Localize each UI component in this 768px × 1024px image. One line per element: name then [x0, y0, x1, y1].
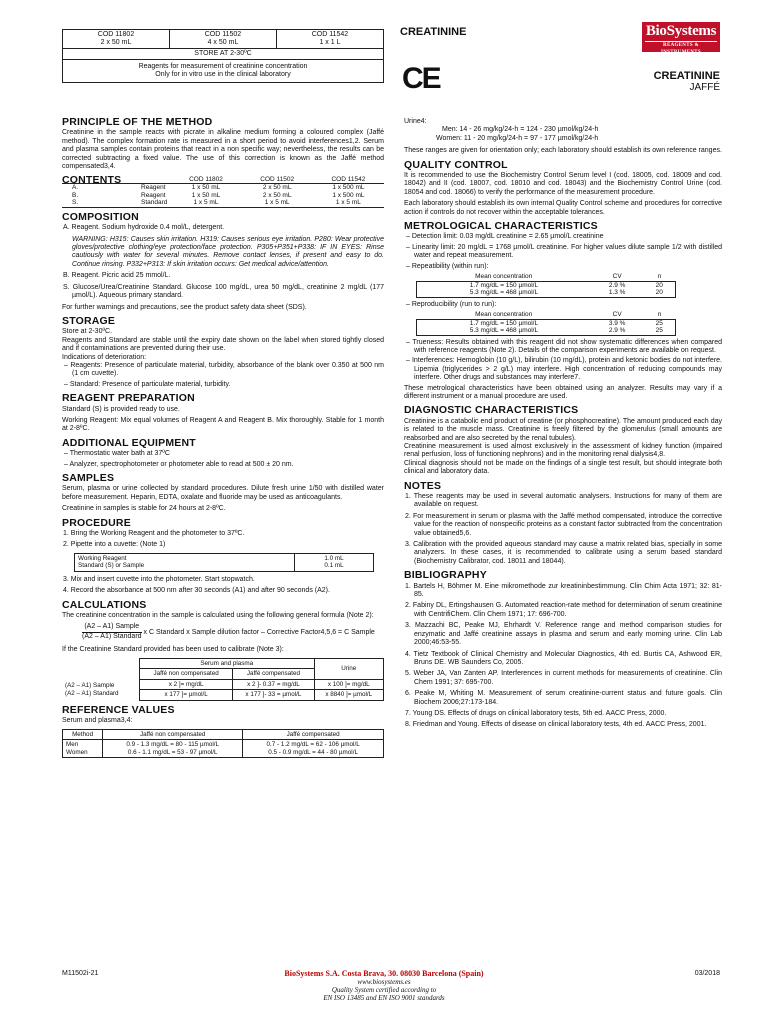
rep-cell: 2.9 % — [608, 327, 626, 334]
rep-cell: 2.9 % — [608, 281, 626, 289]
contents-cell: 1 x 5 mL — [264, 199, 290, 207]
section-heading: NOTES — [404, 479, 442, 492]
product-title — [654, 70, 720, 94]
contents-col: COD 11802 — [189, 175, 223, 183]
ref-comp — [243, 740, 384, 758]
note-1: 1. These reagents may be used in several automatic analysers. Instructions for many of them are available on request. — [405, 493, 722, 509]
metro-d3: – Repeatibility (within run): — [406, 262, 489, 270]
code-cell — [169, 30, 276, 49]
section-heading: DIAGNOSTIC CHARACTERISTICS — [404, 404, 579, 417]
proc-s1: 1. Bring the Working Reagent and the photometer to 37ºC. — [63, 530, 245, 538]
doc-title: CREATININE — [400, 26, 467, 38]
ref-urine-women: Women: 11 - 20 mg/kg/24-h = 97 - 177 µmol/kg/24-h — [436, 134, 599, 142]
store-cell: STORE AT 2-30ºC — [63, 49, 384, 60]
composition-more: For further warnings and precautions, see the product safety data sheet (SDS). — [62, 303, 307, 311]
section-heading: REFERENCE VALUES — [62, 703, 175, 716]
storage-l2: Reagents and Standard are stable until the expiry date shown on the label when stored tightly closed and if contaminations are prevented during their use. — [62, 336, 384, 353]
equip-d1: – Thermostatic water bath at 37ºC — [64, 450, 170, 458]
storage-l1: Store at 2-30ºC. — [62, 328, 113, 336]
composition-s: S. Glucose/Urea/Creatinine Standard. Glucose 100 mg/dL, urea 50 mg/dL, creatinine 2 mg/dL (177 µmol/L). Aqueous primary standard. — [63, 283, 384, 300]
rep-th: n — [657, 311, 662, 318]
right-column — [404, 118, 722, 733]
bib-item: 8. Friedman and Young. Effects of disease on clinical laboratory tests, 4th ed. AACC Press, 2001. — [405, 721, 707, 729]
proc-s4: 4. Record the absorbance at 500 nm after 30 seconds (A1) and after 90 seconds (A2). — [63, 587, 330, 595]
calc-th: Urine — [314, 658, 383, 679]
composition-a: A. Reagent. Sodium hydroxide 0.4 mol/L, detergent. — [63, 224, 225, 232]
calc-cell: x 2 ]- 0.37 = mg/dL — [233, 679, 314, 690]
storage-l3: Indications of deterioration: — [62, 353, 147, 361]
contents-cell: 2 x 50 mL — [262, 191, 292, 199]
ref-r1a: 0.9 - 1.3 mg/dL = 80 - 115 µmol/L — [126, 741, 220, 748]
storage-d2: – Standard: Presence of particulate material, turbidity. — [64, 380, 231, 388]
use-cell — [63, 60, 384, 83]
ref-urine: Urine4: — [404, 118, 427, 125]
ref-r2b: 0.5 - 0.9 mg/dL = 44 - 80 µmol/L — [268, 748, 358, 756]
section-heading: PRINCIPLE OF THE METHOD — [62, 116, 213, 128]
pack-11502: 4 x 50 mL — [207, 39, 239, 46]
ref-men: Men — [66, 741, 79, 748]
ref-note: These ranges are given for orientation only; each laboratory should establish its own reference ranges. — [404, 147, 722, 155]
use-line-1: Reagents for measurement of creatinine concentration — [138, 63, 308, 70]
contents-cell: 1 x 50 mL — [191, 184, 221, 192]
formula-top: (A2 – A1) Sample — [82, 623, 142, 632]
equip-d2: – Analyzer, spectrophotometer or photometer able to read at 500 ± 20 nm. — [64, 460, 294, 468]
code-11542: COD 11542 — [311, 31, 349, 38]
logo-sub: REAGENTS & INSTRUMENTS — [645, 41, 717, 56]
rep-cell: 1.3 % — [608, 289, 626, 297]
contents-cell: 2 x 50 mL — [262, 184, 292, 192]
ref-women: Women — [66, 748, 88, 756]
code-11802: COD 11802 — [97, 31, 135, 38]
diag-l2: Creatinine measurement is used almost exclusively in the assessment of kidney function (impaired renal perfusion, loss of functioning nephrons) and in the monitoring renal dialysis4,8. — [404, 442, 722, 459]
calc-r2: (A2 – A1) Standard — [65, 689, 119, 697]
principle-text: Creatinine in the sample reacts with picrate in alkaline medium forming a coloured complex (Jaffé method). The complex formation rate is measured in a short period to avoid interferences1,2. Serum and plasma samples contain proteins that react in a non specific way; nevertheless, the results can be corrected subtracting a fixed value. The use of this correction is known as the Jaffé method compensated3,4. — [62, 129, 384, 171]
footer-date: 03/2018 — [694, 970, 720, 977]
prep-l1: Standard (S) is provided ready to use. — [62, 405, 180, 413]
repeatability-table — [416, 273, 676, 298]
contents-name: Reagent — [141, 184, 166, 192]
product-name: CREATININE — [653, 70, 720, 82]
contents-cell: 1 x 5 mL — [193, 199, 219, 207]
logo-main: BioSystems — [645, 23, 717, 39]
section-heading: CONTENTS — [62, 174, 122, 187]
pack-11542: 1 x 1 L — [319, 39, 341, 46]
calc-cell: x 8840 ]= µmol/L — [314, 690, 383, 701]
section-heading: QUALITY CONTROL — [404, 158, 508, 171]
calc-th: Jaffé non compensated — [139, 669, 232, 680]
section-heading: REAGENT PREPARATION — [62, 392, 195, 405]
rep-th: Mean concentration — [475, 311, 533, 318]
section-heading: CALCULATIONS — [62, 598, 147, 611]
bib-item: 7. Young DS. Effects of drugs on clinical laboratory tests, 5th ed. AACC Press, 2000. — [405, 709, 667, 717]
ref-r1b: 0.7 - 1.2 mg/dL = 62 - 106 µmol/L — [266, 741, 360, 748]
diag-l1: Creatinine is a catabolic end product of creatine (or phosphocreatine). The amount produced each day is related to the muscle mass. Creatinine is freely filtered by the glomerulus (small amounts are reabsorbed and are also secreted by the renal tubules). — [404, 417, 722, 442]
pipette-r1v: 1.0 mL — [324, 554, 344, 562]
pipette-values — [295, 553, 374, 571]
pipette-table — [74, 553, 374, 572]
ref-urine-men: Men: 14 - 26 mg/kg/24-h = 124 - 230 µmol/kg/24-h — [442, 126, 599, 134]
ref-th: Jaffé non compensated — [103, 729, 243, 740]
calc-table — [62, 658, 384, 701]
formula-bottom: (A2 – A1) Standard — [82, 632, 142, 640]
ref-noncomp — [103, 740, 243, 758]
code-cell — [63, 30, 170, 49]
note-2: 2. For measurement in serum or plasma with the Jaffé method compensated, introduce the corrective value for the reaction of nonspecific proteins as a constant factor subtracted from the concentration value obtained5,6. — [405, 512, 722, 537]
storage-d1: – Reagents: Presence of particulate material, turbidity, absorbance of the blank over 0.350 at 500 nm (1 cm cuvette). — [64, 361, 384, 378]
calc-cell: x 2 ]= mg/dL — [139, 679, 232, 690]
composition-warning: WARNING: H315: Causes skin irritation. H319: Causes serious eye irritation. P280: Wear protective gloves/protective clothing/eye protection/face protection. P305+P351+P338: IF IN EYES: Rinse cautiously with water for several minutes. Remove contact lenses, if present and easy to do. Continue rinsing. P332+P313: If skin irritation occurs: Get medical advice/attention. — [72, 235, 384, 268]
section-heading: METROLOGICAL CHARACTERISTICS — [404, 220, 598, 233]
metro-d2: – Linearity limit: 20 mg/dL = 1768 µmol/L creatinine. For higher values dilute sample 1/2 with distilled water and repeat measurement. — [406, 243, 722, 260]
bib-item: 4. Tietz Textbook of Clinical Chemistry and Molecular Diagnostics, 4th ed. Burtis CA, Ashwood ER, Bruns DE. WB Saunders Co, 2005. — [405, 650, 722, 666]
pipette-r1: Working Reagent — [78, 554, 127, 562]
ref-r2a: 0.6 - 1.1 mg/dL = 53 - 97 µmol/L — [127, 748, 218, 756]
contents-cell: 1 x 50 mL — [191, 191, 221, 199]
proc-s2: 2. Pipette into a cuvette: (Note 1) — [63, 541, 166, 549]
section-heading: ADDITIONAL EQUIPMENT — [62, 436, 196, 449]
metro-d6: – Interferences: Hemoglobin (10 g/L), bilirubin (10 mg/dL), protein and ketonic bodies do not interfere. Lipemia (triglycerides > 2 g/L) may interfere. High concentration of reducing compounds may interfere. Other drugs and substances may interfere7. — [406, 357, 722, 382]
samples-l1: Serum, plasma or urine collected by standard procedures. Dilute fresh urine 1/50 with distilled water before measurement. Heparin, EDTA, oxalate and fluoride may be used as anticoagulants. — [62, 485, 384, 501]
footer-company-name: BioSystems S.A. Costa Brava, 30. 08030 Barcelona (Spain) — [284, 969, 484, 978]
calc-l2: If the Creatinine Standard provided has been used to calibrate (Note 3): — [62, 646, 284, 654]
rep-th: CV — [612, 311, 622, 318]
metro-d4: – Reproducibility (run to run): — [406, 300, 497, 308]
section-heading: STORAGE — [62, 314, 116, 327]
contents-cell: 1 x 500 mL — [332, 191, 365, 199]
code-11502: COD 11502 — [204, 31, 242, 38]
calc-r1: (A2 – A1) Sample — [65, 682, 115, 690]
bib-item: 5. Weber JA, Van Zanten AP. Interferences in current methods for measurements of creatinine. Clin Chem 1991; 37: 695-700. — [405, 670, 722, 686]
rep-cell: 5.3 mg/dL = 468 µmol/L — [417, 327, 591, 335]
rep-cell: 5.3 mg/dL = 468 µmol/L — [417, 289, 591, 297]
pipette-r2v: 0.1 mL — [324, 562, 344, 570]
rep-cell: 25 — [644, 327, 676, 335]
bib-item: 6. Peake M, Whiting M. Measurement of serum creatinine-current status and future goals. Clin Biochem 2006;27:173-184. — [405, 690, 722, 706]
prep-l2: Working Reagent: Mix equal volumes of Reagent A and Reagent B. Mix thoroughly. Stable for 1 month at 2-8ºC. — [62, 416, 384, 433]
formula-fraction — [82, 623, 142, 641]
rep-cell: 1.7 mg/dL = 150 µmol/L — [417, 281, 591, 289]
product-method: JAFFÉ — [689, 82, 720, 93]
use-line-2: Only for in vitro use in the clinical laboratory — [155, 71, 291, 78]
contents-col: COD 11502 — [260, 175, 295, 183]
calc-l1: The creatinine concentration in the sample is calculated using the following general formula (Note 2): — [62, 612, 374, 620]
biosystems-logo — [642, 22, 720, 55]
section-heading: COMPOSITION — [62, 210, 139, 223]
pipette-r2: Standard (S) or Sample — [78, 562, 145, 570]
contents-cell: 1 x 5 mL — [335, 199, 361, 207]
section-heading: BIBLIOGRAPHY — [404, 569, 487, 582]
reference-table — [62, 729, 384, 759]
code-cell — [276, 30, 383, 49]
ce-mark-icon: CE — [402, 62, 440, 95]
rep-th: n — [657, 273, 662, 281]
diag-l3: Clinical diagnosis should not be made on the findings of a single test result, but should integrate both clinical and laboratory data. — [404, 459, 722, 476]
calc-th: Jaffé compensated — [233, 669, 314, 680]
composition-b: B. Reagent. Picric acid 25 mmol/L. — [63, 272, 171, 280]
ref-l1: Serum and plasma3,4: — [62, 717, 133, 725]
contents-cell: 1 x 500 mL — [332, 184, 365, 192]
ref-th: Jaffé compensated — [243, 729, 384, 740]
bib-item: 1. Bartels H, Böhmer M. Eine mikromethode zur kreatininbestimmung. Clin Chim Acta 1971; 32: 81-85. — [405, 582, 722, 599]
contents-id: B. — [72, 191, 79, 199]
rep-th: CV — [612, 273, 622, 281]
calc-formula — [82, 623, 384, 641]
bib-item: 3. Mazzachi BC, Peake MJ, Ehrhardt V. Reference range and method comparison studies for enzymatic and Jaffé creatinine assays in plasma and serum and early morning urine. Clin Lab 2000;46:53-55. — [405, 622, 722, 647]
formula-rest: x C Standard x Sample dilution factor – Corrective Factor4,5,6 = C Sample — [143, 629, 375, 637]
reproducibility-table — [416, 311, 676, 336]
footer-code: M11502i-21 — [62, 970, 99, 977]
rep-cell: 1.7 mg/dL = 150 µmol/L — [417, 319, 591, 327]
section-heading: PROCEDURE — [62, 516, 131, 529]
calc-ratio — [62, 679, 139, 700]
header-code-table — [62, 29, 384, 83]
rep-cell: 20 — [644, 281, 676, 289]
ref-methods — [63, 740, 103, 758]
rep-th: Mean concentration — [475, 273, 533, 281]
section-heading: SAMPLES — [62, 472, 115, 484]
calc-th: Serum and plasma — [139, 658, 314, 669]
rep-cell: 25 — [644, 319, 676, 327]
rep-cell: 3.9 % — [608, 319, 626, 327]
footer-company — [200, 970, 568, 1002]
contents-col: COD 11542 — [331, 175, 366, 183]
contents-id: A. — [72, 184, 79, 192]
proc-s3: 3. Mix and insert cuvette into the photometer. Start stopwatch. — [63, 575, 255, 583]
qc-l2: Each laboratory should establish its own internal Quality Control scheme and procedures for corrective action if controls do not recover within the acceptable tolerances. — [404, 200, 722, 216]
calc-cell: x 177 ]- 33 = µmol/L — [233, 690, 314, 701]
rep-cell: 20 — [644, 289, 676, 297]
metro-d1: – Detection limit: 0.03 mg/dL creatinine = 2.65 µmol/L creatinine — [406, 233, 604, 241]
pack-11802: 2 x 50 mL — [100, 39, 132, 46]
metro-d5: – Trueness: Results obtained with this reagent did not show systematic differences when compared with reference reagents (Note 2). Details of the comparison experiments are available on request. — [406, 338, 722, 354]
metro-l1: These metrological characteristics have been obtained using an analyzer. Results may vary if a different instrument or a manual procedure are used. — [404, 384, 722, 400]
footer-quality-1: Quality System certified according to — [331, 986, 437, 994]
qc-l1: It is recommended to use the Biochemistry Control Serum level I (cod. 18005, cod. 18009 and cod. 18042) and II (cod. 18007, cod. 18010 and cod. 18043) and the Biochemistry Control Urine (cod. 18054 and cod. 18066) to verify the performance of the measurement procedure. — [404, 172, 722, 196]
note-3: 3. Calibration with the provided aqueous standard may cause a matrix related bias, specially in some analyzers. In these cases, it is recommended to calibrate using a serum based standard (Biochemistry Calibrator, cod. 18011 and 18044). — [405, 541, 722, 565]
contents-id: S. — [72, 199, 79, 207]
contents-name: Standard — [141, 199, 168, 207]
calc-cell: x 100 ]= mg/dL — [314, 679, 383, 690]
calc-cell: x 177 ]= µmol/L — [139, 690, 232, 701]
pipette-labels — [75, 553, 295, 571]
samples-l2: Creatinine in samples is stable for 24 hours at 2-8ºC. — [62, 505, 226, 513]
ref-th: Method — [63, 729, 103, 740]
footer-web-link[interactable]: www.biosystems.es — [357, 978, 411, 986]
bib-item: 2. Fabiny DL, Ertingshausen G. Automated reaction-rate method for determination of serum creatinine with CentrifiChem. Clin Chem 1971; 17: 696-700. — [405, 602, 722, 618]
contents-name: Reagent — [141, 191, 166, 199]
footer-quality-2: EN ISO 13485 and EN ISO 9001 standards — [323, 994, 445, 1002]
left-column — [62, 118, 384, 758]
